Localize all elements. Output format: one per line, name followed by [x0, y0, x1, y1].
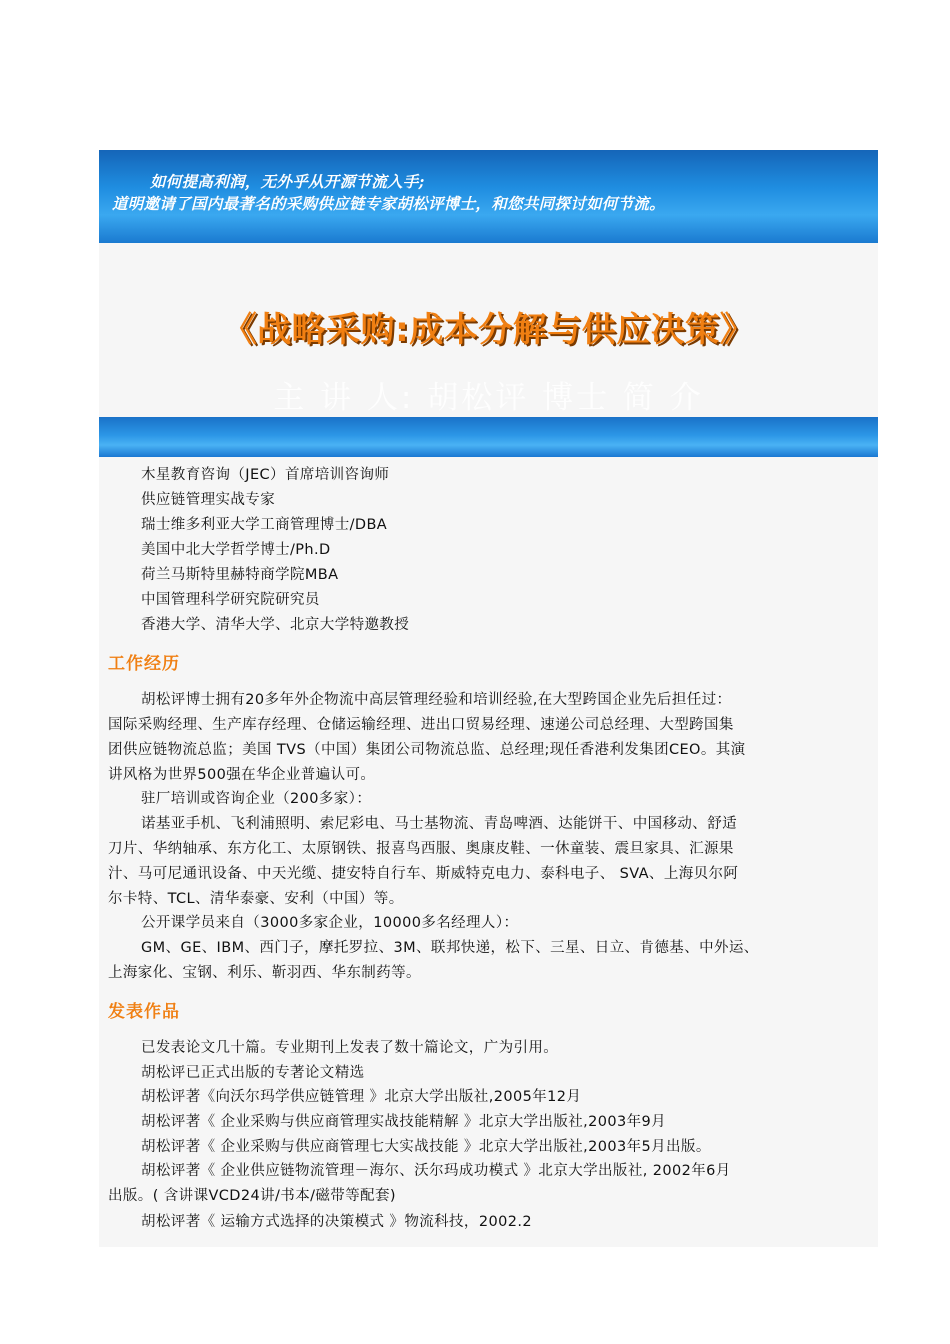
intro-line: 香港大学、清华大学、北京大学特邀教授 [141, 617, 410, 633]
course-title: 《战略采购:成本分解与供应决策》 [222, 310, 755, 350]
section-heading-publications: 发表作品 [108, 1002, 180, 1022]
work-line: 驻厂培训或咨询企业（200多家）： [141, 791, 372, 807]
header-line-1: 如何提高利润，无外乎从开源节流入手; [150, 172, 425, 191]
work-line: 国际采购经理、生产库存经理、仓储运输经理、进出口贸易经理、速递公司总经理、大型跨国集 [108, 717, 734, 733]
section-heading-work: 工作经历 [108, 654, 180, 674]
publication-line: 胡松评已正式出版的专著论文精选 [141, 1065, 365, 1081]
work-line: 诺基亚手机、飞利浦照明、索尼彩电、马士基物流、青岛啤酒、达能饼干、中国移动、舒适 [141, 816, 737, 832]
work-line: 刀片、华纳轴承、东方化工、太原钢铁、报喜鸟西服、奥康皮鞋、一休童装、震旦家具、汇源果 [108, 841, 734, 857]
intro-line: 木星教育咨询（JEC）首席培训咨询师 [141, 467, 390, 483]
intro-line: 供应链管理实战专家 [141, 492, 276, 508]
work-line: 汁、马可尼通讯设备、中天光缆、捷安特自行车、斯威特克电力、泰科电子、 SVA、上海贝尔阿 [108, 866, 739, 882]
intro-line: 中国管理科学研究院研究员 [141, 592, 320, 608]
speaker-intro-heading: 主 讲 人: 胡松评 博士 简 介 [273, 380, 704, 416]
publication-line: 已发表论文几十篇。专业期刊上发表了数十篇论文，广为引用。 [141, 1040, 559, 1056]
work-line: 胡松评博士拥有20多年外企物流中高层管理经验和培训经验,在大型跨国企业先后担任过： [141, 692, 732, 708]
intro-line: 瑞士维多利亚大学工商管理博士/DBA [141, 517, 388, 533]
publication-line: 胡松评著《 运输方式选择的决策模式 》物流科技，2002.2 [141, 1214, 532, 1230]
work-line: 讲风格为世界500强在华企业普遍认可。 [108, 767, 376, 783]
publication-line: 胡松评著《 企业采购与供应商管理实战技能精解 》北京大学出版社,2003年9月 [141, 1114, 667, 1130]
intro-line: 荷兰马斯特里赫特商学院MBA [141, 567, 339, 583]
publication-line: 胡松评著《 企业供应链物流管理－海尔、沃尔玛成功模式 》北京大学出版社, 2002年6月 [141, 1163, 731, 1179]
publication-line: 胡松评著《 企业采购与供应商管理七大实战技能 》北京大学出版社,2003年5月出版。 [141, 1139, 711, 1155]
work-line: 尔卡特、TCL、清华泰豪、安利（中国）等。 [108, 891, 404, 907]
work-line: 上海家化、宝钢、利乐、靳羽西、华东制药等。 [108, 965, 421, 981]
work-line: 团供应链物流总监；美国 TVS（中国）集团公司物流总监、总经理;现任香港利发集团CEO。其演 [108, 742, 746, 758]
work-line: GM、GE、IBM、西门子，摩托罗拉、3M、联邦快递，松下、三星、日立、肯德基、中外运、 [141, 940, 759, 956]
publication-line: 胡松评著《向沃尔玛学供应链管理 》北京大学出版社,2005年12月 [141, 1089, 582, 1105]
header-line-2: 道明邀请了国内最著名的采购供应链专家胡松评博士，和您共同探讨如何节流。 [112, 194, 666, 213]
intro-line: 美国中北大学哲学博士/Ph.D [141, 542, 331, 558]
work-line: 公开课学员来自（3000多家企业，10000多名经理人）： [141, 915, 519, 931]
publication-line: 出版。( 含讲课VCD24讲/书本/磁带等配套) [108, 1188, 396, 1204]
divider-banner [99, 417, 878, 457]
